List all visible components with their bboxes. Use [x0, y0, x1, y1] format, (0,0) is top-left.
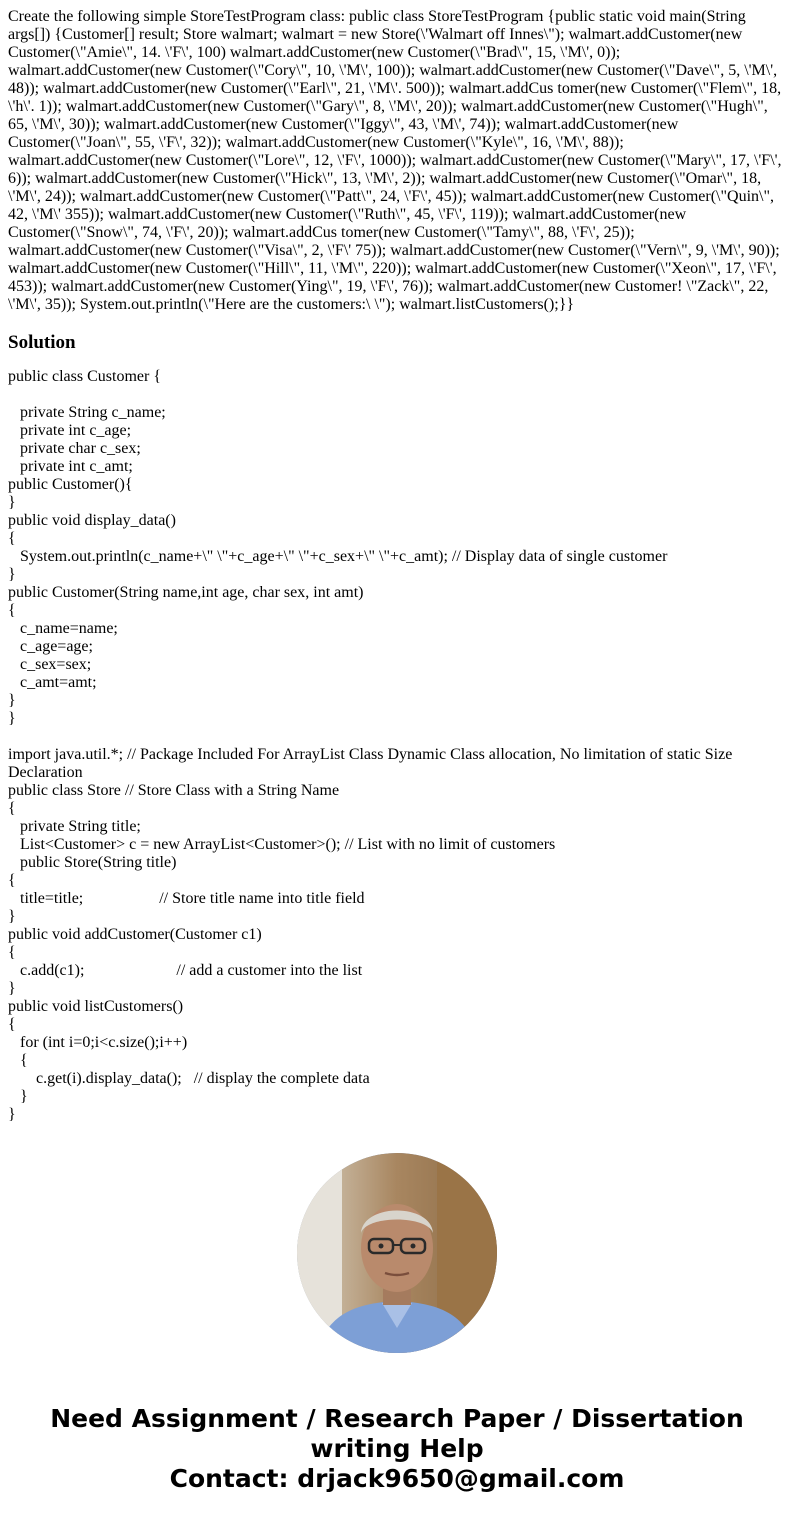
spacer: [8, 728, 784, 746]
solution-heading: Solution: [8, 332, 76, 353]
promo-line-contact: Contact: drjack9650@gmail.com: [169, 1464, 625, 1493]
document-page: [8, 8, 784, 1124]
customer-class-code: public class Customer { private String c_name; private int c_age; private char c_sex; private int c_amt; public Customer(){ } public void display_data() { System.out.println(c_name+\" \"+c_age+\" \"+c_sex+\" \"+c_amt); // Display data of single customer } public Customer(String name,int age, char sex, int amt) { c_name=name; c_age=age; c_sex=sex; c_amt=amt; } }: [8, 368, 668, 727]
question-text: Create the following simple StoreTestProgram class: public class StoreTestProgram {public static void main(String args[]) {Customer[] result; Store walmart; walmart = new Store(\'Walmart off Innes\"); walmart.addCustomer(new Customer(\"Amie\", 14. \'F\', 100) walmart.addCustomer(new Customer(\"Brad\", 15, \'M\', 0)); walmart.addCustomer(new Customer(\"Cory\", 10, \'M\', 100)); walmart.addCustomer(new Customer(\"Dave\", 5, \'M\', 48)); walmart.addCustomer(new Customer(\"Earl\", 21, \'M\'. 500)); walmart.addCus tomer(new Customer(\"Flem\", 18, \'h\'. 1)); walmart.addCustomer(new Customer(\"Gary\", 8, \'M\', 20)); walmart.addCustomer(new Customer(\"Hugh\", 65, \'M\', 30)); walmart.addCustomer(new Customer(\"Iggy\", 43, \'M\', 74)); walmart.addCustomer(new Customer(\"Joan\", 55, \'F\', 32)); walmart.addCustomer(new Customer(\"Kyle\", 16, \'M\', 88)); walmart.addCustomer(new Customer(\"Lore\", 12, \'F\', 1000)); walmart.addCustomer(new Customer(\"Mary\", 17, \'F\', 6)); walmart.addCustomer(new Customer(\"Hick\", 13, \'M\', 2)); walmart.addCustomer(new Customer(\"Omar\", 18, \'M\', 24)); walmart.addCustomer(new Customer(\"Patt\", 24, \'F\', 45)); walmart.addCustomer(new Customer(\"Quin\", 42, \'M\' 355)); walmart.addCustomer(new Customer(\"Ruth\", 45, \'F\', 119)); walmart.addCustomer(new Customer(\"Snow\", 74, \'F\', 20)); walmart.addCus tomer(new Customer(\"Tamy\", 88, \'F\', 25)); walmart.addCustomer(new Customer(\"Visa\", 2, \'F\' 75)); walmart.addCustomer(new Customer(\"Vern\", 9, \'M\', 90)); walmart.addCustomer(new Customer(\"Hill\", 11, \'M\", 220)); walmart.addCustomer(new Customer(\"Xeon\", 17, \'F\', 453)); walmart.addCustomer(new Customer(Ying\", 19, \'F\', 76)); walmart.addCustomer(new Customer! \"Zack\", 22, \'M\', 35)); System.out.println(\"Here are the customers:\ \"); walmart.listCustomers();}}: [8, 8, 782, 313]
avatar-portrait-image: [297, 1153, 497, 1353]
author-avatar: [297, 1153, 497, 1353]
promo-banner: [0, 1404, 794, 1494]
store-class-code: import java.util.*; // Package Included For ArrayList Class Dynamic Class allocation, No limitation of static Size Declaration public class Store // Store Class with a String Name { private String title; List<Customer> c = new ArrayList<Customer>(); // List with no limit of customers public Store(String title) { title=title; // Store title name into title field } public void addCustomer(Customer c1) { c.add(c1); // add a customer into the list } public void listCustomers() { for (int i=0;i<c.size();i++) { c.get(i).display_data(); // display the complete data } }: [8, 746, 733, 1123]
promo-line-help: Need Assignment / Research Paper / Dissertation writing Help: [50, 1404, 744, 1463]
